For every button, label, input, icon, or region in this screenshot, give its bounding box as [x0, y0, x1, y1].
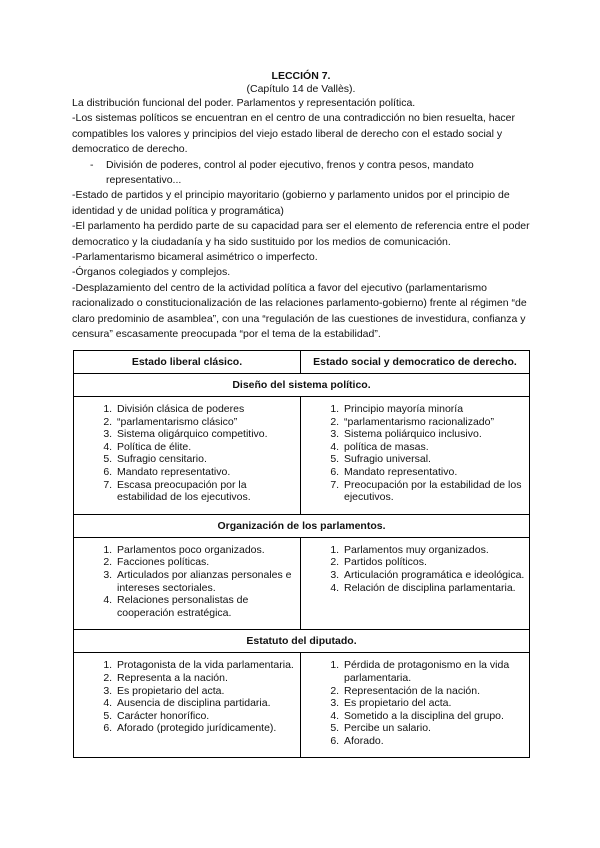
section-row: [74, 630, 530, 653]
list-item: 5. Sufragio universal.: [342, 453, 525, 466]
section-title: Diseño del sistema político.: [74, 374, 530, 397]
list-item: 2. “parlamentarismo racionalizado”: [342, 416, 525, 429]
table-cell: [301, 537, 530, 630]
list-item: 3. Articulación programática e ideológica.: [342, 569, 525, 582]
table-header-row: [74, 351, 530, 374]
list-item: 3. Sistema oligárquico competitivo.: [115, 428, 296, 441]
list-item: 6. Aforado (protegido jurídicamente).: [115, 722, 296, 735]
list-item: 1. Parlamentos poco organizados.: [115, 544, 296, 557]
list-item: 1. Principio mayoría minoría: [342, 403, 525, 416]
table-row: [74, 653, 530, 758]
list-item: 3. Es propietario del acta.: [342, 697, 525, 710]
list-item: 2. Facciones políticas.: [115, 556, 296, 569]
table-cell: [74, 397, 301, 515]
list: [74, 659, 296, 735]
section-row: [74, 514, 530, 537]
paragraph: -Órganos colegiados y complejos.: [72, 266, 231, 279]
list-item: 5. Sufragio censitario.: [115, 453, 296, 466]
table-row: [74, 397, 530, 515]
list-item: 4. política de masas.: [342, 441, 525, 454]
list-item: 5. Percibe un salario.: [342, 722, 525, 735]
list-item: 5. Carácter honorífico.: [115, 710, 296, 723]
list-item: 1. División clásica de poderes: [115, 403, 296, 416]
section-title: Estatuto del diputado.: [74, 630, 530, 653]
list-item: 2. Representación de la nación.: [342, 685, 525, 698]
section-row: [74, 374, 530, 397]
table-cell: [74, 653, 301, 758]
list-item: 4. Relaciones personalistas de cooperación estratégica.: [115, 594, 296, 619]
list-item: 7. Escasa preocupación por la estabilidad de los ejecutivos.: [115, 479, 296, 504]
list: [301, 403, 525, 504]
table-cell: [301, 653, 530, 758]
list-item: 6. Mandato representativo.: [342, 466, 525, 479]
list-item: 1. Parlamentos muy organizados.: [342, 544, 525, 557]
list-item: 2. Partidos políticos.: [342, 556, 525, 569]
table-cell: [301, 397, 530, 515]
list-item: 7. Preocupación por la estabilidad de los ejecutivos.: [342, 479, 525, 504]
list-item: 1. Pérdida de protagonismo en la vida parlamentaria.: [342, 659, 525, 684]
paragraph: -El parlamento ha perdido parte de su capacidad para ser el elemento de referencia entre el poder democratico y la ciudadanía y ha sido sustituido por los medios de comunicación.: [72, 220, 530, 248]
list: [74, 403, 296, 504]
page-title: LECCIÓN 7.: [271, 70, 331, 82]
paragraph: -Parlamentarismo bicameral asimétrico o imperfecto.: [72, 251, 318, 264]
table-cell: [74, 537, 301, 630]
list-item: 3. Es propietario del acta.: [115, 685, 296, 698]
paragraph: -Estado de partidos y el principio mayoritario (gobierno y parlamento unidos por el principio de identidad y de unidad política y programática): [72, 189, 510, 217]
document-body: [72, 70, 530, 343]
bullet-dash: -: [90, 158, 94, 171]
list: [301, 544, 525, 594]
column-header-social: Estado social y democratico de derecho.: [301, 351, 530, 374]
list-item: 6. Mandato representativo.: [115, 466, 296, 479]
table-row: [74, 537, 530, 630]
paragraph: -Desplazamiento del centro de la actividad política a favor del ejecutivo (parlamentarismo racionalizado o constitucionalización de las relaciones parlamento-gobierno) frente al régimen “de claro predominio de asamblea”, con una “regulación de las cuestiones de investidura, confianza y censura” escasamente preocupada “por el tema de la estabilidad”.: [72, 281, 527, 341]
intro-line: La distribución funcional del poder. Parlamentos y representación política.: [72, 97, 416, 109]
section-title: Organización de los parlamentos.: [74, 514, 530, 537]
list-item: 4. Política de élite.: [115, 441, 296, 454]
bullet-text: División de poderes, control al poder ejecutivo, frenos y contra pesos, mandato representativo...: [106, 158, 474, 187]
list-item: 6. Aforado.: [342, 735, 525, 748]
list-item: 3. Articulados por alianzas personales e intereses sectoriales.: [115, 569, 296, 594]
page-subtitle: (Capítulo 14 de Vallès).: [246, 83, 356, 95]
list-item: 2. “parlamentarismo clásico”: [115, 416, 296, 429]
list-item: 4. Relación de disciplina parlamentaria.: [342, 582, 525, 595]
column-header-liberal: Estado liberal clásico.: [74, 351, 301, 374]
list: [301, 659, 525, 747]
list-item: 4. Ausencia de disciplina partidaria.: [115, 697, 296, 710]
list-item: 1. Protagonista de la vida parlamentaria.: [115, 659, 296, 672]
list-item: 2. Representa a la nación.: [115, 672, 296, 685]
bullet-item: [72, 158, 530, 189]
comparison-table: [73, 350, 530, 758]
intro-paragraph: -Los sistemas políticos se encuentran en el centro de una contradicción no bien resuelta, hacer compatibles los valores y principios del viejo estado liberal de derecho con el estado social y democratico de derecho.: [72, 112, 516, 156]
list-item: 3. Sistema poliárquico inclusivo.: [342, 428, 525, 441]
list: [74, 544, 296, 620]
list-item: 4. Sometido a la disciplina del grupo.: [342, 710, 525, 723]
